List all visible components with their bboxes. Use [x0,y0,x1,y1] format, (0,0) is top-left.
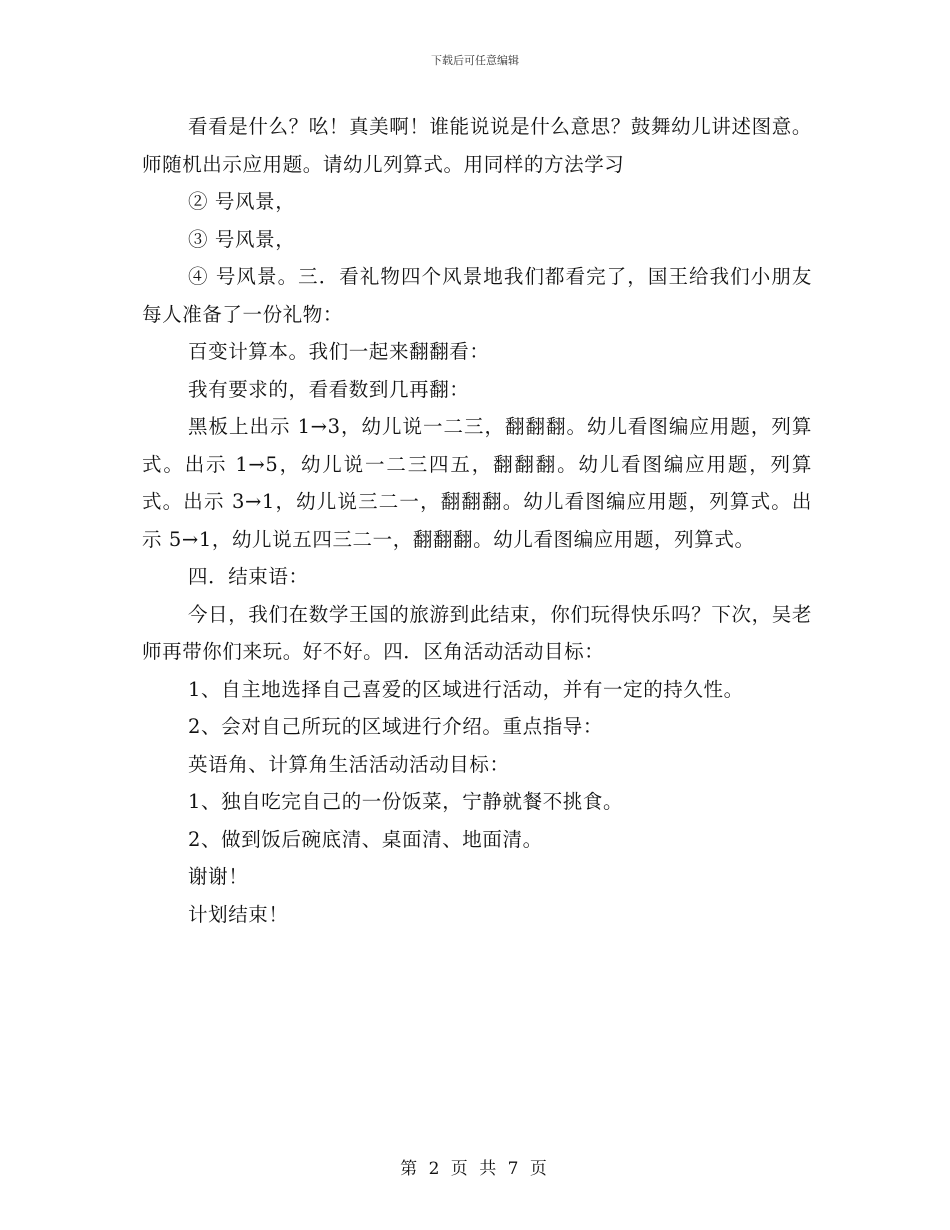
paragraph: 今日，我们在数学王国的旅游到此结束，你们玩得快乐吗？下次，吴老师再带你们来玩。好不好。四．区角活动活动目标： [142,602,812,663]
paragraph: 我有要求的，看看数到几再翻： [188,377,470,401]
paragraph: 谢谢！ [188,865,249,888]
paragraph: 黑板上出示 1→3，幼儿说一二三，翻翻翻。幼儿看图编应用题，列算式。出示 1→5，幼儿说一二三四五，翻翻翻。幼儿看图编应用题，列算式。出示 3→1，幼儿说三二一，翻翻翻。幼儿看图编应用题，列算式。出示 5→1，幼儿说五四三二一，翻翻翻。幼儿看图编应用题，列算式。 [142,415,812,551]
page-number-footer: 第 2 页 共 7 页 [400,1159,550,1179]
paragraph: 四．结束语： [188,565,309,588]
paragraph: ③ 号风景， [188,227,296,251]
paragraph: 2、会对自己所玩的区域进行介绍。重点指导： [188,715,604,738]
paragraph: 1、独自吃完自己的一份饭菜，宁静就餐不挑食。 [188,790,624,813]
paragraph: 1、自主地选择自己喜爱的区域进行活动，并有一定的持久性。 [188,677,744,701]
page-header-note: 下载后可任意编辑 [431,54,519,67]
paragraph: 2、做到饭后碗底清、桌面清、地面清。 [188,827,543,851]
document-body [142,108,812,933]
paragraph: ④ 号风景。三．看礼物四个风景地我们都看完了，国王给我们小朋友每人准备了一份礼物： [142,265,812,326]
paragraph: 英语角、计算角生活活动活动目标： [188,752,510,776]
paragraph: 计划结束！ [188,902,289,926]
paragraph: ② 号风景， [188,190,296,213]
paragraph: 看看是什么？吆！真美啊！谁能说说是什么意思？鼓舞幼儿讲述图意。师随机出示应用题。请幼儿列算式。用同样的方法学习 [142,115,812,176]
paragraph: 百变计算本。我们一起来翻翻看： [188,340,490,363]
